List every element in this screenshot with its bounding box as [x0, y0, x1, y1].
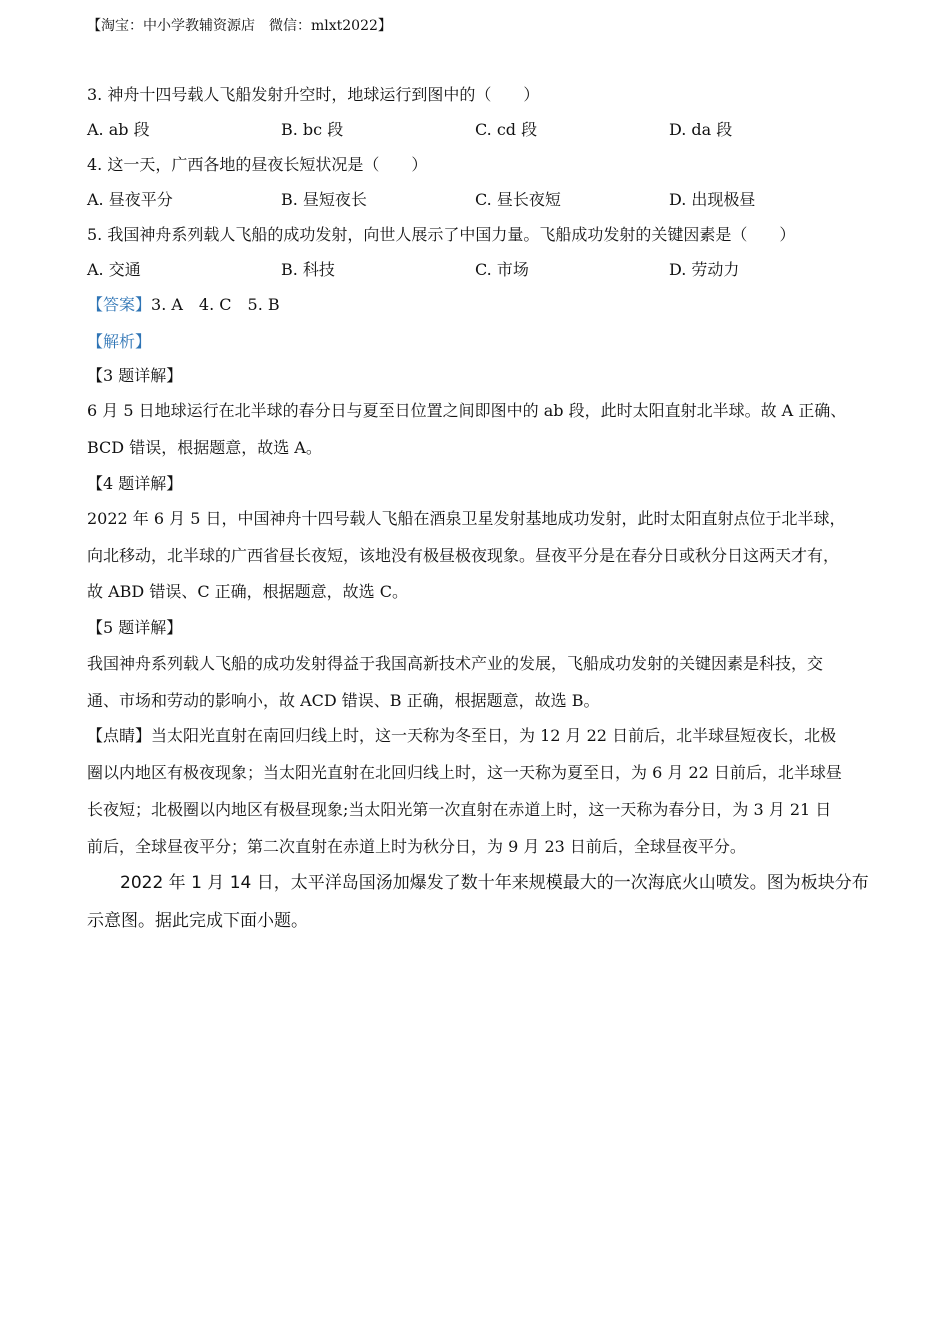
tip-line-3: 长夜短；北极圈以内地区有极昼现象;当太阳光第一次直射在赤道上时，这一天称为春分日，为 3 月 21 日 [87, 800, 832, 819]
q3-stem: 3. 神舟十四号载人飞船发射升空时，地球运行到图中的（ ） [87, 85, 540, 104]
q3-option-b: B. bc 段 [281, 120, 344, 139]
q4-stem: 4. 这一天，广西各地的昼夜长短状况是（ ） [87, 155, 428, 174]
tip-line-4: 前后，全球昼夜平分；第二次直射在赤道上时为秋分日，为 9 月 23 日前后，全球昼夜平分。 [87, 837, 746, 856]
q4-options [87, 187, 867, 209]
detail-4-line-3: 故 ABD 错误、C 正确，根据题意，故选 C。 [87, 582, 408, 601]
q4-option-d: D. 出现极昼 [669, 190, 756, 209]
next-intro-line-1: 2022 年 1 月 14 日，太平洋岛国汤加爆发了数十年来规模最大的一次海底火山喷发。图为板块分布 [120, 873, 869, 893]
q3-option-c: C. cd 段 [475, 120, 538, 139]
answer-label: 【答案】 [87, 295, 152, 314]
q3-options [87, 117, 867, 139]
q5-option-c: C. 市场 [475, 260, 529, 279]
detail-4-title: 【4 题详解】 [87, 474, 183, 493]
detail-4-line-1: 2022 年 6 月 5 日，中国神舟十四号载人飞船在酒泉卫星发射基地成功发射，此时太阳直射点位于北半球， [87, 509, 846, 528]
q4-option-a: A. 昼夜平分 [87, 190, 173, 209]
detail-5-line-1: 我国神舟系列载人飞船的成功发射得益于我国高新技术产业的发展，飞船成功发射的关键因素是科技，交 [87, 654, 824, 673]
detail-3-line-2: BCD 错误，根据题意，故选 A。 [87, 438, 322, 457]
answer-line [87, 292, 280, 315]
q5-stem: 5. 我国神舟系列载人飞船的成功发射，向世人展示了中国力量。飞船成功发射的关键因素是（ ） [87, 225, 796, 244]
q3-option-a: A. ab 段 [87, 120, 150, 139]
detail-5-line-2: 通、市场和劳动的影响小，故 ACD 错误、B 正确，根据题意，故选 B。 [87, 691, 600, 710]
q5-options [87, 257, 867, 279]
page-header: 【淘宝：中小学教辅资源店 微信：mlxt2022】 [87, 18, 392, 34]
q5-option-d: D. 劳动力 [669, 260, 740, 279]
tip-line-2: 圈以内地区有极夜现象；当太阳光直射在北回归线上时，这一天称为夏至日，为 6 月 22 日前后，北半球昼 [87, 763, 842, 782]
analysis-label: 【解析】 [87, 332, 152, 351]
tip-line-1: 【点睛】当太阳光直射在南回归线上时，这一天称为冬至日，为 12 月 22 日前后，北半球昼短夜长，北极 [87, 726, 837, 745]
detail-3-title: 【3 题详解】 [87, 366, 183, 385]
q5-option-a: A. 交通 [87, 260, 141, 279]
q4-option-c: C. 昼长夜短 [475, 190, 561, 209]
detail-5-title: 【5 题详解】 [87, 618, 183, 637]
q4-option-b: B. 昼短夜长 [281, 190, 367, 209]
q3-option-d: D. da 段 [669, 120, 733, 139]
answer-text: 3. A 4. C 5. B [151, 295, 280, 314]
q5-option-b: B. 科技 [281, 260, 335, 279]
detail-4-line-2: 向北移动，北半球的广西省昼长夜短，该地没有极昼极夜现象。昼夜平分是在春分日或秋分日这两天才有， [87, 546, 840, 565]
detail-3-line-1: 6 月 5 日地球运行在北半球的春分日与夏至日位置之间即图中的 ab 段，此时太阳直射北半球。故 A 正确、 [87, 401, 847, 420]
next-intro-line-2: 示意图。据此完成下面小题。 [87, 911, 308, 931]
